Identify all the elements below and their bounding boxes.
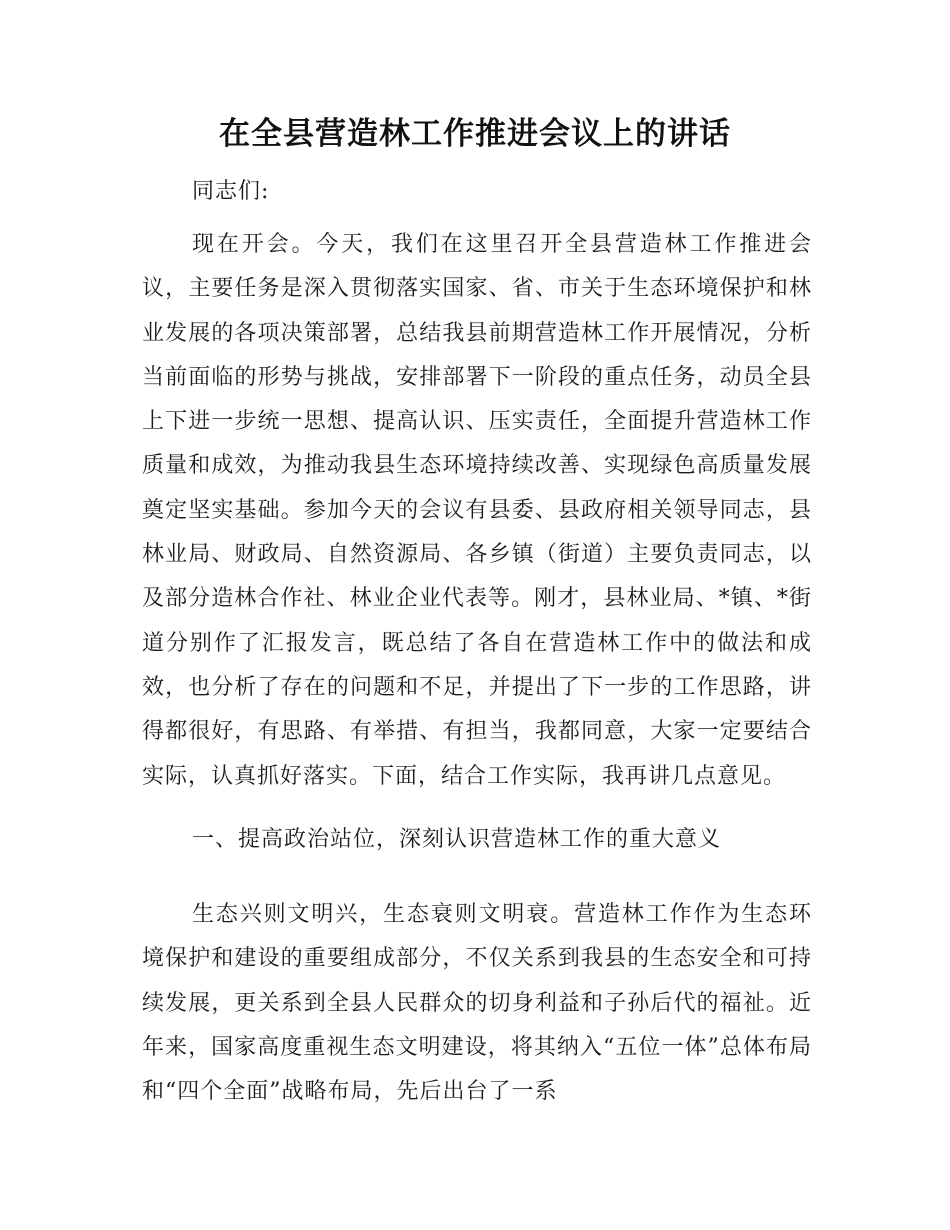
section-heading-1: 一、提高政治站位，深刻认识营造林工作的重大意义 xyxy=(192,827,722,852)
document-title: 在全县营造林工作推进会议上的讲话 xyxy=(219,116,731,152)
section-1-paragraph: 生态兴则文明兴，生态衰则文明衰。营造林工作作为生态环境保护和建设的重要组成部分，不仅关系到我县的生态安全和可持续发展，更关系到全县人民群众的切身利益和子孙后代的福祉。近年来，国家高度重视生态文明建设，将其纳入“五位一体”总体布局和“四个全面”战略布局，先后出台了一系 xyxy=(142,902,812,1105)
opening-paragraph: 现在开会。今天，我们在这里召开全县营造林工作推进会议，主要任务是深入贯彻落实国家、省、市关于生态环境保护和林业发展的各项决策部署，总结我县前期营造林工作开展情况，分析当前面临的形势与挑战，安排部署下一阶段的重点任务，动员全县上下进一步统一思想、提高认识、压实责任，全面提升营造林工作质量和成效，为推动我县生态环境持续改善、实现绿色高质量发展奠定坚实基础。参加今天的会议有县委、县政府相关领导同志，县林业局、财政局、自然资源局、各乡镇（街道）主要负责同志，以及部分造林合作社、林业企业代表等。刚才，县林业局、*镇、*街道分别作了汇报发言，既总结了各自在营造林工作中的做法和成效，也分析了存在的问题和不足，并提出了下一步的工作思路，讲得都很好，有思路、有举措、有担当，我都同意，大家一定要结合实际，认真抓好落实。下面，结合工作实际，我再讲几点意见。 xyxy=(142,232,812,789)
greeting-line: 同志们: xyxy=(192,179,270,204)
